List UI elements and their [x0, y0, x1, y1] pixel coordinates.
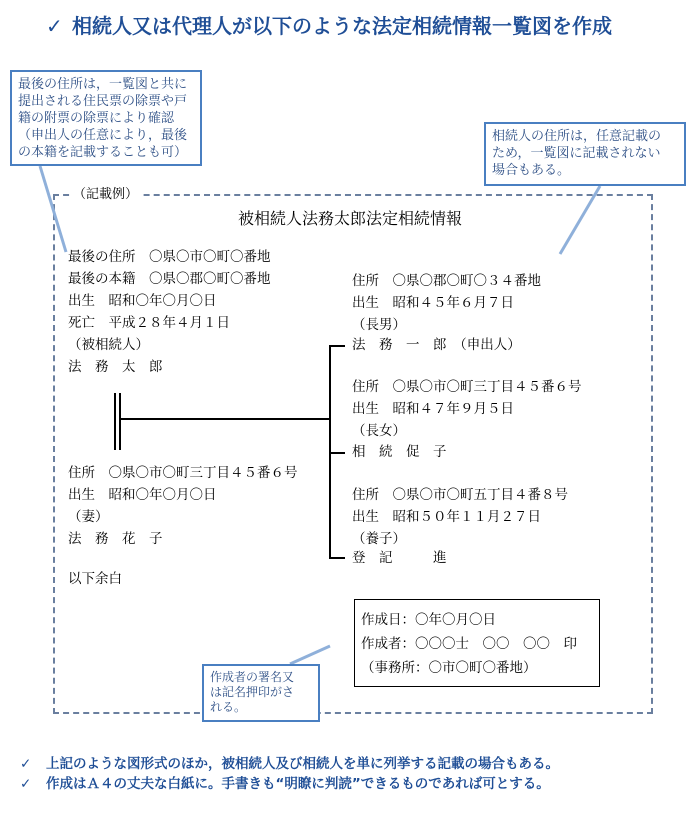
remainder-blank-label: 以下余白	[68, 571, 122, 587]
note-line: ため，一覧図に記載されない	[492, 146, 661, 161]
child-2-name: 相 続 促 子	[352, 444, 447, 460]
child-branch-3	[329, 557, 345, 559]
note-text: 上記のような図形式のほか，被相続人及び相続人を単に列挙する記載の場合もある。	[46, 756, 559, 772]
check-icon: ✓	[20, 776, 32, 792]
decedent-name: 法 務 太 郎	[68, 359, 163, 375]
check-icon: ✓	[46, 14, 63, 38]
child-1-birth: 出生 昭和４５年６月７日	[352, 295, 514, 311]
child-3-address: 住所 〇県〇市〇町五丁目４番８号	[352, 487, 568, 503]
document-title: 被相続人法務太郎法定相続情報	[237, 209, 462, 228]
note-line: 作成者の署名又	[210, 670, 295, 684]
spouse-role: （妻）	[68, 509, 109, 525]
note-line: （申出人の任意により，最後	[18, 128, 188, 143]
note-line: は記名押印がさ	[210, 685, 295, 699]
child-1-role: （長男）	[352, 317, 406, 333]
note-line: 場合もある。	[492, 163, 571, 178]
check-icon: ✓	[20, 756, 32, 772]
descent-line	[120, 418, 330, 420]
note-line: の本籍を記載することも可）	[18, 145, 188, 160]
child-3-birth: 出生 昭和５０年１１月２７日	[352, 509, 541, 525]
child-branch-1	[329, 345, 345, 347]
child-2-role: （長女）	[352, 423, 406, 439]
decedent-last-domicile: 最後の本籍 〇県〇郡〇町〇番地	[68, 271, 271, 287]
note-item	[20, 754, 559, 774]
marriage-line-right	[119, 393, 121, 450]
note-line: れる。	[210, 700, 247, 714]
child-2-address: 住所 〇県〇市〇町三丁目４５番６号	[352, 379, 582, 395]
maker-box	[354, 599, 600, 687]
decedent-role: （被相続人）	[68, 337, 149, 353]
child-1-address: 住所 〇県〇郡〇町〇３４番地	[352, 273, 541, 289]
child-branch-2	[329, 452, 345, 454]
note-line: 相続人の住所は，任意記載の	[492, 129, 662, 144]
signature-pointer	[290, 646, 330, 664]
note-line: 籍の附票の除票により確認	[18, 111, 175, 126]
title-text: 相続人又は代理人が以下のような法定相続情報一覧図を作成	[72, 14, 612, 38]
decedent-last-address: 最後の住所 〇県〇市〇町〇番地	[68, 249, 271, 265]
child-3-role: （養子）	[352, 531, 406, 547]
signature-note-callout	[202, 664, 320, 722]
notes-list	[20, 754, 559, 794]
spouse-birth: 出生 昭和〇年〇月〇日	[68, 487, 217, 503]
maker-author: 作成者：〇〇〇士 〇〇 〇〇 印	[361, 636, 577, 652]
note-line: 提出される住民票の除票や戸	[18, 94, 188, 109]
maker-office: （事務所：〇市〇町〇番地）	[361, 660, 537, 676]
spouse-name: 法 務 花 子	[68, 531, 163, 547]
decedent-death: 死亡 平成２８年４月１日	[68, 315, 230, 331]
heir-address-note-callout	[484, 122, 686, 186]
child-2-birth: 出生 昭和４７年９月５日	[352, 401, 514, 417]
note-line: 最後の住所は，一覧図と共に	[18, 77, 188, 92]
note-text: 作成はＡ４の丈夫な白紙に。手書きも“明瞭に判読”できるものであれば可とする。	[46, 776, 550, 792]
child-1-name: 法 務 一 郎 （申出人）	[352, 337, 521, 353]
spouse-address: 住所 〇県〇市〇町三丁目４５番６号	[68, 465, 298, 481]
marriage-line-left	[114, 393, 116, 450]
example-label: （記載例）	[70, 183, 141, 202]
child-3-name: 登 記 進	[352, 550, 447, 566]
maker-date: 作成日：〇年〇月〇日	[361, 612, 496, 628]
decedent-birth: 出生 昭和〇年〇月〇日	[68, 293, 217, 309]
note-item	[20, 774, 559, 794]
address-note-callout	[10, 70, 202, 166]
